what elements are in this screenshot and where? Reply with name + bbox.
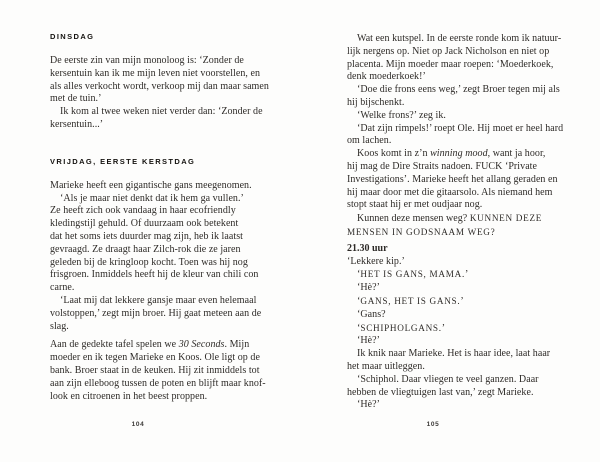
- text-segment: ‘: [357, 269, 361, 281]
- text-line: De eerste zin van mijn monoloog is: ‘Zonder de: [50, 55, 244, 66]
- text-line: hij maar door met die gitaarsolo. Als niemand hem: [347, 186, 553, 198]
- text-line: denk moederkoek!’: [347, 71, 426, 83]
- text-line: kersentuin...’: [50, 118, 104, 130]
- text-line: slag.: [50, 320, 69, 332]
- text-line: stopt staat hij er met oudjaar nog.: [347, 199, 483, 211]
- text-line: volstoppen,’ zegt mijn broer. Hij gaat meteen aan de: [50, 307, 262, 319]
- text-line: lijk nergens op. Niet op Jack Nicholson en niet op: [347, 45, 550, 57]
- text-line: ‘Hè?’: [357, 335, 381, 347]
- page-number-left: 104: [131, 421, 145, 428]
- text-line: ‘Als je maar niet denkt dat ik hem ga vullen.’: [60, 192, 244, 204]
- text-line: Investigations’. Marieke heeft het allang geraden en: [347, 173, 558, 185]
- text-line: met de tuin.’: [50, 93, 102, 105]
- text-segment: ’: [460, 295, 464, 307]
- text-line: [347, 322, 541, 336]
- text-line: het maar uitleggen.: [347, 360, 425, 372]
- text-line: Ze heeft zich ook vandaag in haar ecofriendly: [50, 205, 236, 217]
- italic-text: winning mood: [430, 148, 488, 160]
- caps-text: HET IS GANS, MAMA.: [360, 269, 465, 280]
- page-number-right: 105: [426, 421, 440, 428]
- text-line: ‘Schiphol. Daar vliegen te veel ganzen. Daar: [357, 373, 539, 385]
- text-segment: ‘: [357, 322, 361, 334]
- text-line: ‘Gans?: [357, 308, 386, 320]
- text-line: [347, 148, 546, 161]
- italic-text: 30 Seconds: [178, 339, 225, 351]
- text-line: hij mag de Dire Straits nadoen. FUCK ‘Private: [347, 160, 537, 172]
- text-segment: ’: [441, 322, 446, 334]
- time-heading: 21.30 uur: [347, 242, 388, 254]
- caps-text: MENSEN IN GODSNAAM WEG?: [347, 226, 496, 237]
- text-segment: Kunnen deze mensen weg?: [357, 213, 470, 225]
- text-line: om lachen.: [347, 135, 392, 147]
- text-line: ‘Dat zijn rimpels!’ roept Ole. Hij moet er heel hard: [357, 122, 564, 134]
- text-line: moeder en ik tegen Marieke en Koos. Ole ligt op de: [50, 352, 260, 364]
- text-segment: ’: [464, 269, 469, 281]
- text-line: geleden bij de kringloop kocht. Toen was hij nog: [50, 256, 248, 268]
- section-heading: VRIJDAG, EERSTE KERSTDAG: [50, 156, 196, 166]
- text-line: gevraagd. Ze draagt haar Zilch-rok die ze jaren: [50, 243, 241, 255]
- text-line: Ik kom al twee weken niet verder dan: ‘Zonder de: [60, 106, 263, 118]
- text-line: als alles verkocht wordt, verkoop mij dan maar samen: [50, 80, 269, 92]
- text-line: ‘Hè?’: [357, 282, 381, 294]
- section-heading: DINSDAG: [50, 32, 95, 41]
- text-line: Wat een kutspel. In de eerste ronde kom ik natuur-: [357, 33, 562, 44]
- text-line: aan zijn elleboog tussen de poten en blijft maar knof-: [50, 377, 266, 389]
- text-line: [347, 212, 541, 226]
- text-line: ‘Hè?’: [357, 399, 381, 411]
- text-line: carne.: [50, 282, 75, 294]
- text-line: ‘Laat mij dat lekkere gansje maar even helemaal: [60, 294, 257, 306]
- text-segment: , want ja hoor,: [487, 148, 546, 160]
- text-line: [347, 268, 541, 282]
- caps-text: GANS, HET IS GANS.: [360, 295, 461, 306]
- text-segment: Aan de gedekte tafel spelen we: [50, 339, 179, 351]
- page-right-content: [347, 33, 564, 412]
- text-line: [347, 226, 541, 240]
- text-line: ‘Doe die frons eens weg,’ zegt Broer tegen mij als: [357, 84, 560, 96]
- caps-text: KUNNEN DEZE: [469, 213, 543, 224]
- text-line: hebben de vliegtuigen last van,’ zegt Marieke.: [347, 386, 534, 398]
- text-segment: . Mijn: [224, 339, 250, 351]
- text-line: frisgroen. Inmiddels heeft hij de kleur van chili con: [50, 269, 259, 281]
- text-line: ‘Welke frons?’ zeg ik.: [357, 109, 446, 121]
- text-line: ‘Lekkere kip.’: [347, 255, 405, 267]
- text-line: Ik knik naar Marieke. Het is haar idee, laat haar: [357, 348, 551, 360]
- page-left-content: [50, 32, 269, 403]
- text-segment: Koos komt in z’n: [357, 148, 431, 160]
- text-segment: ‘: [357, 295, 361, 307]
- text-line: look en citroenen in het beest proppen.: [50, 390, 208, 402]
- text-line: [50, 339, 256, 352]
- caps-text: SCHIPHOLGANS.: [360, 322, 442, 333]
- text-line: [347, 295, 541, 309]
- text-line: kersentuin kan ik me mijn leven niet voorstellen, en: [50, 67, 261, 79]
- text-line: kledingstijl gehuld. Of duurzaam ook betekent: [50, 218, 239, 230]
- text-line: Marieke heeft een gigantische gans meegenomen.: [50, 179, 252, 191]
- text-line: placenta. Mijn moeder maar roepen: ‘Moederkoek,: [347, 58, 554, 70]
- text-line: dat het soms iets duurder mag zijn, heb ik laatst: [50, 230, 243, 242]
- text-line: bank. Broer staat in de keuken. Hij zit inmiddels tot: [50, 364, 260, 376]
- text-line: hij bijschenkt.: [347, 96, 405, 108]
